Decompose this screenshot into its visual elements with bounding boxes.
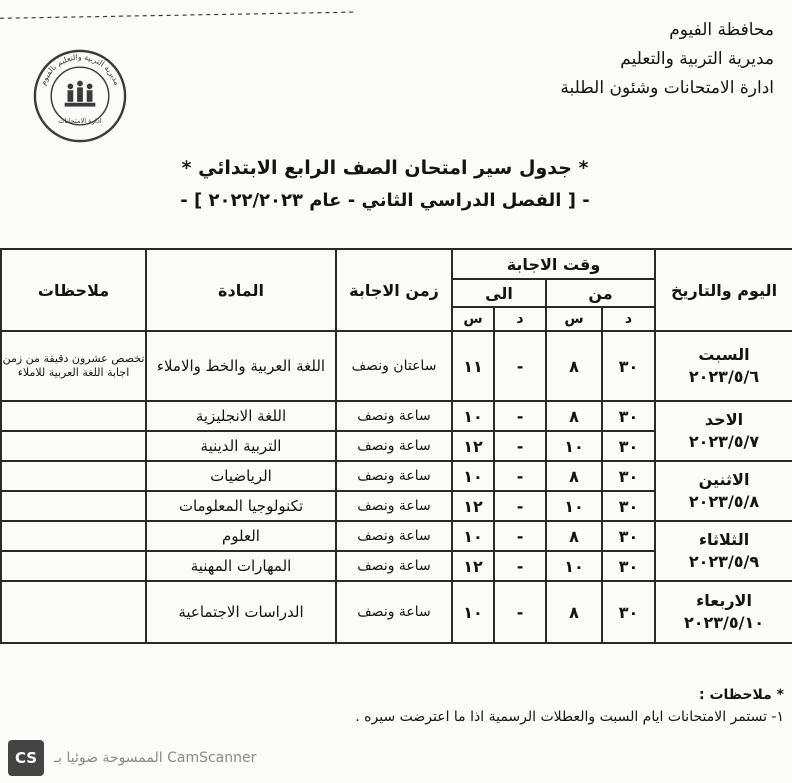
to-hour: ١٠ — [452, 461, 494, 491]
to-minute: - — [494, 581, 546, 643]
note-cell — [1, 431, 146, 461]
subject-cell: المهارات المهنية — [146, 551, 336, 581]
official-seal-icon — [32, 48, 128, 144]
from-hour: ١٠ — [546, 431, 602, 461]
header-from-hour: س — [546, 307, 602, 331]
from-hour: ٨ — [546, 461, 602, 491]
header-from: من — [546, 279, 655, 307]
subject-cell: اللغة العربية والخط والاملاء — [146, 331, 336, 401]
duration-cell: ساعة ونصف — [336, 401, 452, 431]
seal-bottom-text: ادارة الامتحانات — [58, 116, 102, 125]
day-name: الاربعاء — [696, 591, 752, 610]
note-cell — [1, 521, 146, 551]
from-minute: ٣٠ — [602, 401, 655, 431]
to-hour: ١٠ — [452, 401, 494, 431]
header-to-minute: د — [494, 307, 546, 331]
note-cell — [1, 581, 146, 643]
day-cell — [655, 521, 792, 581]
to-minute: - — [494, 521, 546, 551]
from-hour: ٨ — [546, 581, 602, 643]
document-title — [150, 152, 620, 218]
day-name: الاحد — [704, 410, 744, 429]
directorate-label: مديرية التربية والتعليم — [620, 49, 774, 69]
to-minute: - — [494, 331, 546, 401]
title-line-2: - [ الفصل الدراسي الثاني - عام ٢٠٢٢/٢٠٢٣ ] - — [180, 190, 590, 211]
day-date: ٢٠٢٣/٥/١٠ — [683, 613, 765, 632]
from-minute: ٣٠ — [602, 431, 655, 461]
subject-cell: اللغة الانجليزية — [146, 401, 336, 431]
to-minute: - — [494, 401, 546, 431]
table-row — [1, 521, 792, 551]
day-name: السبت — [698, 345, 750, 364]
to-hour: ١٠ — [452, 521, 494, 551]
to-hour: ١٢ — [452, 551, 494, 581]
day-cell — [655, 401, 792, 461]
header-day-date: اليوم والتاريخ — [655, 249, 792, 331]
notes-section — [4, 684, 784, 728]
duration-cell: ساعة ونصف — [336, 551, 452, 581]
header-subject: المادة — [146, 249, 336, 331]
table-row — [1, 331, 792, 401]
subject-cell: الدراسات الاجتماعية — [146, 581, 336, 643]
governorate-label: محافظة الفيوم — [669, 20, 774, 40]
from-hour: ٨ — [546, 401, 602, 431]
to-hour: ١٢ — [452, 491, 494, 521]
from-hour: ١٠ — [546, 551, 602, 581]
duration-cell: ساعة ونصف — [336, 431, 452, 461]
to-hour: ١٠ — [452, 581, 494, 643]
to-minute: - — [494, 551, 546, 581]
from-hour: ٨ — [546, 521, 602, 551]
note-cell: تخصص عشرون دقيقة من زمن اجابة اللغة العربية للاملاء — [1, 331, 146, 401]
day-date: ٢٠٢٣/٥/٩ — [688, 552, 760, 571]
document-header — [474, 16, 774, 103]
table-row — [1, 401, 792, 431]
to-hour: ١١ — [452, 331, 494, 401]
from-minute: ٣٠ — [602, 551, 655, 581]
day-date: ٢٠٢٣/٥/٦ — [688, 367, 760, 386]
title-line-1: * جدول سير امتحان الصف الرابع الابتدائي * — [181, 157, 589, 179]
note-cell — [1, 491, 146, 521]
from-hour: ١٠ — [546, 491, 602, 521]
header-duration: زمن الاجابة — [336, 249, 452, 331]
from-minute: ٣٠ — [602, 521, 655, 551]
subject-cell: الرياضيات — [146, 461, 336, 491]
note-cell — [1, 461, 146, 491]
subject-cell: التربية الدينية — [146, 431, 336, 461]
header-from-minute: د — [602, 307, 655, 331]
day-name: الاثنين — [698, 470, 750, 489]
from-minute: ٣٠ — [602, 461, 655, 491]
department-label: ادارة الامتحانات وشئون الطلبة — [560, 78, 774, 98]
header-to: الى — [452, 279, 546, 307]
table-row — [1, 581, 792, 643]
to-minute: - — [494, 431, 546, 461]
seal-ring-text: مديرية التربية والتعليم بالفيوم — [38, 52, 122, 87]
notes-heading: * ملاحظات : — [698, 687, 784, 703]
day-cell — [655, 461, 792, 521]
note-cell — [1, 401, 146, 431]
from-minute: ٣٠ — [602, 331, 655, 401]
from-hour: ٨ — [546, 331, 602, 401]
header-to-hour: س — [452, 307, 494, 331]
day-cell — [655, 331, 792, 401]
top-dashed-border: ـ ـ ـ ـ ـ ـ ـ ـ ـ ـ ـ ـ ـ ـ ـ ـ ـ ـ ـ ـ ـ ـ ـ ـ ـ ـ ـ ـ ـ ـ ـ ـ ـ ـ ـ ـ ـ ـ ـ ـ ـ ـ ـ ـ ـ — [0, 1, 354, 23]
camscanner-watermark: الممسوحة ضوئيا بـ CamScanner — [54, 750, 257, 766]
duration-cell: ساعة ونصف — [336, 521, 452, 551]
header-answer-time: وقت الاجابة — [452, 249, 655, 279]
header-notes: ملاحظات — [1, 249, 146, 331]
to-minute: - — [494, 461, 546, 491]
note-cell — [1, 551, 146, 581]
duration-cell: ساعة ونصف — [336, 461, 452, 491]
note-item: ١- تستمر الامتحانات ايام السبت والعطلات الرسمية اذا ما اعترضت سيره . — [355, 709, 784, 725]
table-row — [1, 461, 792, 491]
duration-cell: ساعة ونصف — [336, 581, 452, 643]
from-minute: ٣٠ — [602, 491, 655, 521]
duration-cell: ساعة ونصف — [336, 491, 452, 521]
day-date: ٢٠٢٣/٥/٧ — [688, 432, 760, 451]
from-minute: ٣٠ — [602, 581, 655, 643]
exam-schedule-table — [0, 248, 792, 644]
subject-cell: العلوم — [146, 521, 336, 551]
subject-cell: تكنولوجيا المعلومات — [146, 491, 336, 521]
camscanner-logo-icon: CS — [8, 740, 44, 776]
to-minute: - — [494, 491, 546, 521]
duration-cell: ساعتان ونصف — [336, 331, 452, 401]
day-cell — [655, 581, 792, 643]
to-hour: ١٢ — [452, 431, 494, 461]
day-date: ٢٠٢٣/٥/٨ — [688, 492, 760, 511]
day-name: الثلاثاء — [698, 530, 750, 549]
